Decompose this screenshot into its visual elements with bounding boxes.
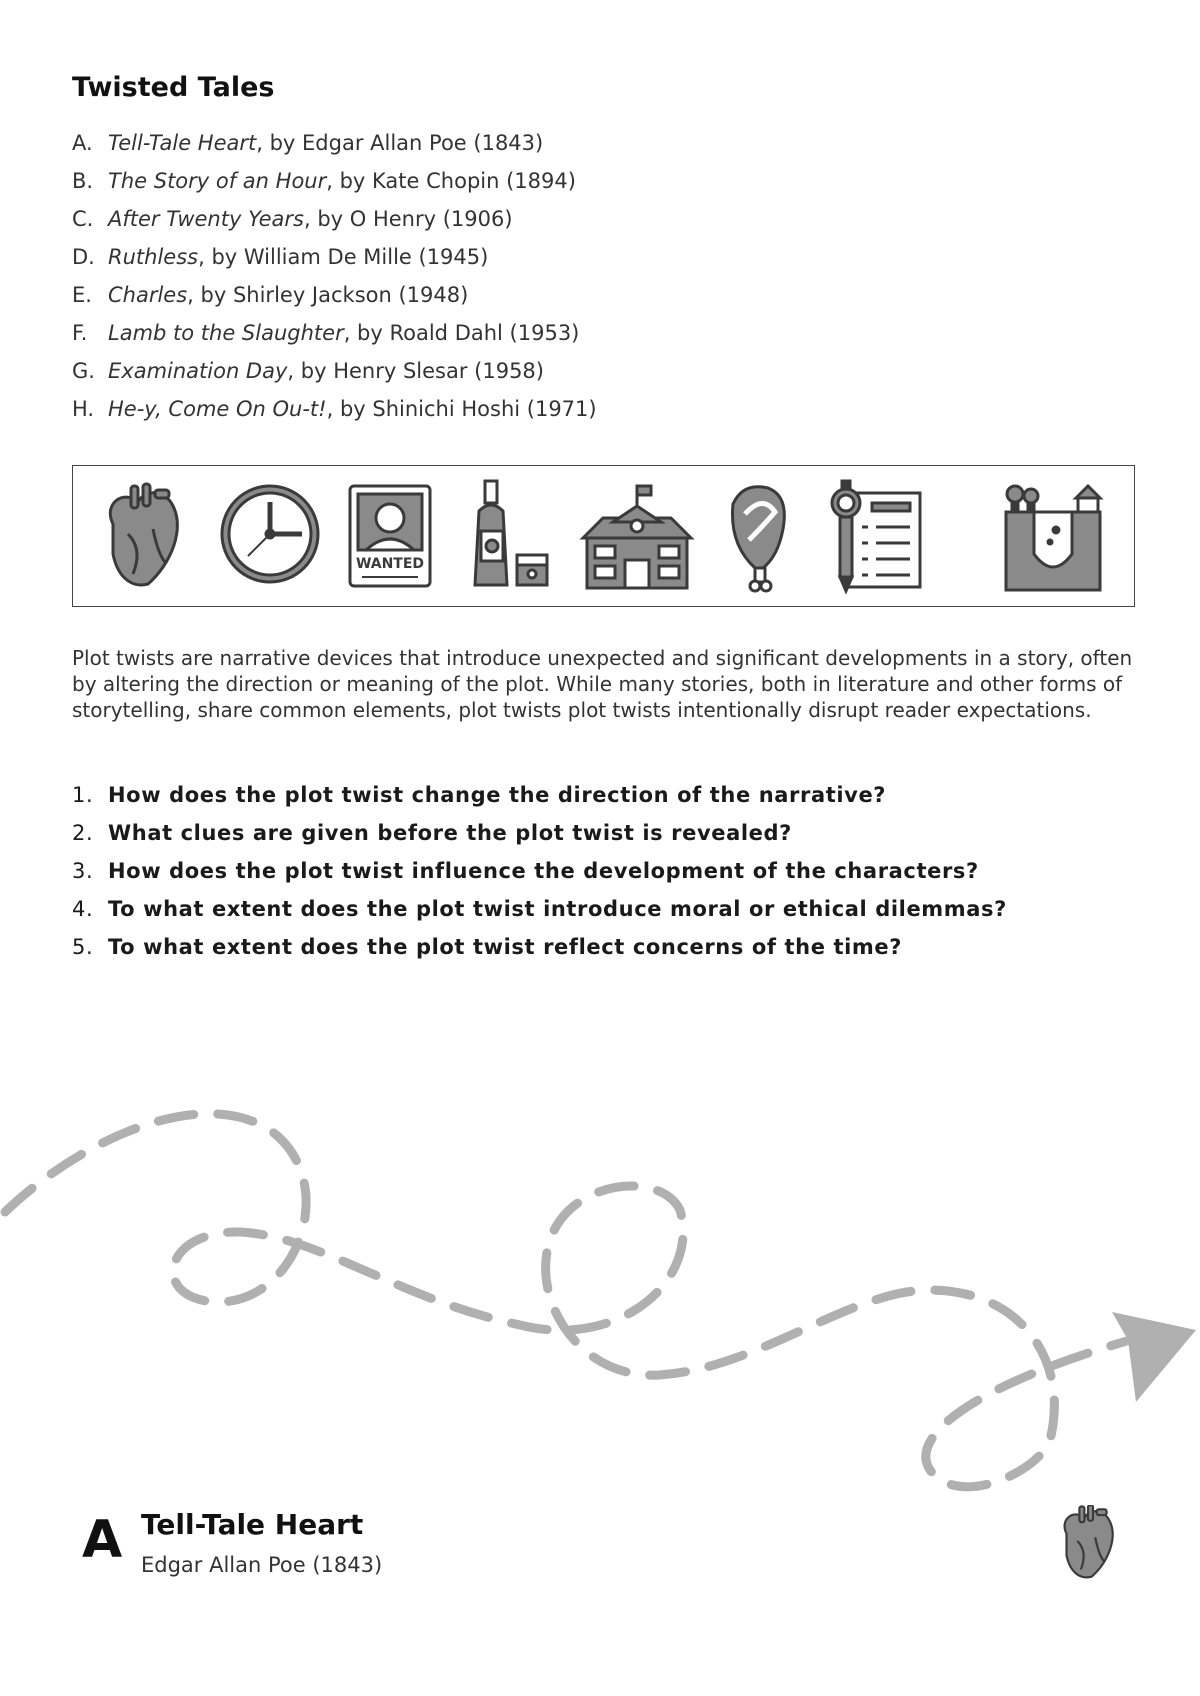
- story-author: , by Roald Dahl (1953): [343, 321, 580, 345]
- question-text: To what extent does the plot twist reflect concerns of the time?: [108, 935, 903, 959]
- question-text: How does the plot twist influence the development of the characters?: [108, 859, 979, 883]
- story-letter: D.: [72, 245, 95, 269]
- story-title: Tell-Tale Heart: [108, 131, 257, 155]
- story-item: [72, 318, 597, 356]
- story-title: Charles: [108, 283, 188, 307]
- story-author: , by Kate Chopin (1894): [326, 169, 576, 193]
- story-item: [72, 280, 597, 318]
- question-text: How does the plot twist change the direction of the narrative?: [108, 783, 887, 807]
- story-letter: H.: [72, 397, 95, 421]
- dashed-twist-path: [5, 1114, 1130, 1487]
- story-title: Ruthless: [108, 245, 199, 269]
- question-number: 2.: [72, 821, 94, 845]
- story-author: , by Shirley Jackson (1948): [187, 283, 469, 307]
- story-item: [72, 242, 597, 280]
- feature-letter: A: [82, 1510, 123, 1570]
- heart-icon: [110, 484, 177, 585]
- exam-clipboard-icon: [832, 481, 920, 591]
- story-item: [72, 204, 597, 242]
- intro-paragraph: Plot twists are narrative devices that introduce unexpected and significant developments in a story, often by altering the direction or meaning of the plot. While many stories, both in literature and other forms of storytelling, share common elements, plot twists plot twists intentionally disrupt reader expectations.: [72, 646, 1133, 722]
- wanted-label: WANTED: [355, 556, 425, 572]
- question-item: [72, 780, 1007, 818]
- story-item: [72, 394, 597, 432]
- story-title: The Story of an Hour: [108, 169, 327, 193]
- page-title: Twisted Tales: [72, 72, 275, 103]
- story-title: After Twenty Years: [108, 207, 304, 231]
- feature-title: Tell-Tale Heart: [141, 1508, 364, 1541]
- story-author: , by O Henry (1906): [303, 207, 513, 231]
- question-number: 3.: [72, 859, 94, 883]
- feature-heart-icon: [1058, 1505, 1118, 1581]
- question-number: 5.: [72, 935, 94, 959]
- story-author: , by Edgar Allan Poe (1843): [256, 131, 544, 155]
- question-item: [72, 856, 1007, 894]
- pit-hole-icon: [1006, 486, 1100, 590]
- story-author: , by Henry Slesar (1958): [287, 359, 544, 383]
- question-item: [72, 932, 1007, 970]
- leg-of-lamb-icon: [732, 487, 784, 591]
- question-list: [72, 780, 1007, 970]
- story-letter: F.: [72, 321, 88, 345]
- story-letter: G.: [72, 359, 95, 383]
- question-text: To what extent does the plot twist introduce moral or ethical dilemmas?: [108, 897, 1007, 921]
- story-letter: E.: [72, 283, 92, 307]
- story-title: Examination Day: [108, 359, 288, 383]
- feature-author: Edgar Allan Poe (1843): [141, 1553, 383, 1577]
- story-item: [72, 356, 597, 394]
- story-item: [72, 128, 597, 166]
- story-letter: C.: [72, 207, 94, 231]
- story-title: He-y, Come On Ou-t!: [108, 397, 327, 421]
- question-text: What clues are given before the plot twist is revealed?: [108, 821, 792, 845]
- story-author: , by Shinichi Hoshi (1971): [326, 397, 597, 421]
- question-item: [72, 894, 1007, 932]
- icon-strip-art: [73, 466, 1133, 605]
- story-letter: B.: [72, 169, 94, 193]
- story-letter: A.: [72, 131, 93, 155]
- icon-strip: [72, 465, 1135, 607]
- question-item: [72, 818, 1007, 856]
- story-list: [72, 128, 597, 432]
- clock-icon: [222, 486, 318, 582]
- story-title: Lamb to the Slaughter: [108, 321, 344, 345]
- wanted-poster-icon: [350, 486, 430, 586]
- question-number: 1.: [72, 783, 94, 807]
- arrowhead-icon: [1112, 1312, 1196, 1402]
- story-item: [72, 166, 597, 204]
- dashed-path-art: [0, 1080, 1200, 1520]
- story-author: , by William De Mille (1945): [198, 245, 489, 269]
- bottle-and-glass-icon: [475, 481, 547, 585]
- school-building-icon: [583, 486, 691, 588]
- question-number: 4.: [72, 897, 94, 921]
